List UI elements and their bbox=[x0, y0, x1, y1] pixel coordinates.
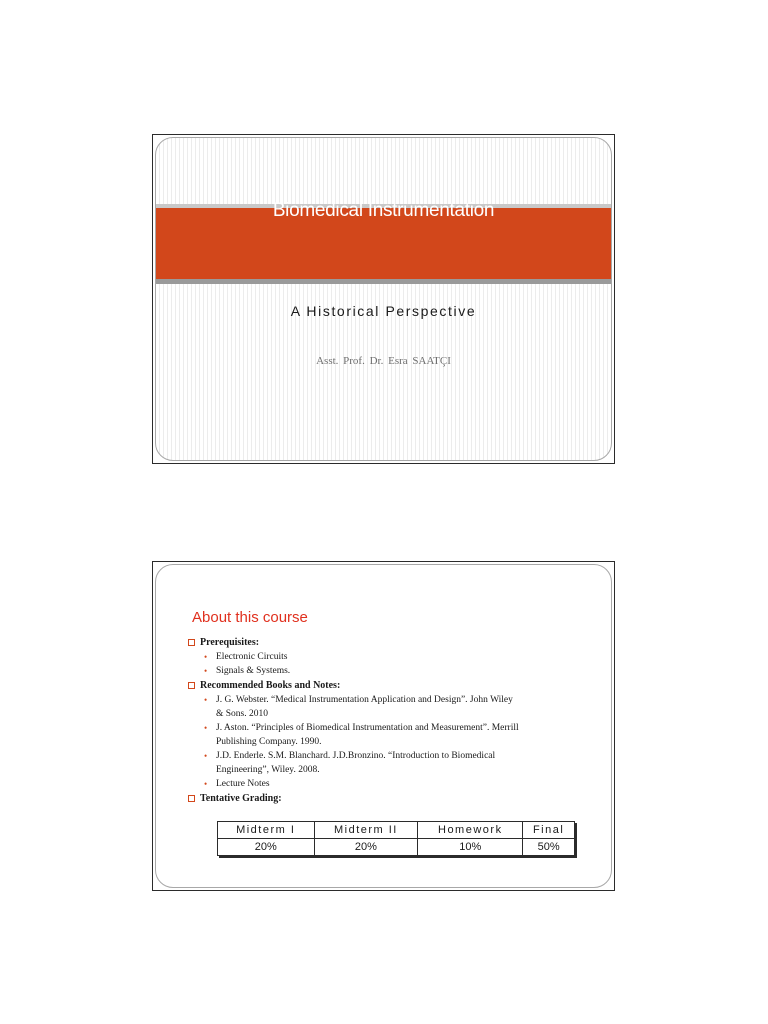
list-item: • Electronic Circuits bbox=[204, 652, 288, 662]
slide-2-content bbox=[155, 564, 612, 888]
section-prerequisites bbox=[188, 635, 593, 678]
grading-table bbox=[217, 821, 575, 856]
slide-title: Biomedical Instrumentation bbox=[272, 200, 495, 221]
table-header-cell: Final bbox=[523, 822, 575, 839]
list-item: • Lecture Notes bbox=[204, 779, 270, 789]
section-title: Tentative Grading: bbox=[200, 793, 282, 804]
slide-subtitle: A Historical Perspective bbox=[290, 303, 477, 319]
square-bullet-icon bbox=[188, 682, 195, 689]
table-cell: 10% bbox=[418, 839, 523, 856]
course-info bbox=[188, 635, 593, 806]
section-title: Recommended Books and Notes: bbox=[200, 680, 341, 691]
table-header-cell: Homework bbox=[418, 822, 523, 839]
table-cell: 50% bbox=[523, 839, 575, 856]
table-header-cell: Midterm II bbox=[314, 822, 418, 839]
title-band-bottom-rule bbox=[156, 279, 611, 284]
bullet-dot-icon: • bbox=[204, 779, 208, 789]
slide-1-content bbox=[155, 137, 612, 461]
section-grading bbox=[188, 791, 593, 806]
bullet-dot-icon: • bbox=[204, 723, 208, 733]
list-item: • Signals & Systems. bbox=[204, 666, 291, 676]
table-header-cell: Midterm I bbox=[218, 822, 315, 839]
bullet-dot-icon: • bbox=[204, 695, 208, 705]
bullet-dot-icon: • bbox=[204, 751, 208, 761]
list-item: • J.D. Enderle. S.M. Blanchard. J.D.Bronzino. “Introduction to Biomedical Engineering”, Wiley. 2008. bbox=[204, 751, 496, 775]
slide-2 bbox=[152, 561, 615, 891]
square-bullet-icon bbox=[188, 639, 195, 646]
slide-heading: About this course bbox=[192, 609, 308, 626]
author-line: Asst. Prof. Dr. Esra SAATÇI bbox=[316, 355, 451, 367]
slide-1 bbox=[152, 134, 615, 464]
list-item: • J. Aston. “Principles of Biomedical Instrumentation and Measurement”. Merrill Publishing Company. 1990. bbox=[204, 723, 519, 747]
bullet-dot-icon: • bbox=[204, 652, 208, 662]
list-item: • J. G. Webster. “Medical Instrumentation Application and Design”. John Wiley & Sons. 2010 bbox=[204, 695, 513, 719]
square-bullet-icon bbox=[188, 795, 195, 802]
table-header-row bbox=[218, 822, 575, 839]
section-books bbox=[188, 678, 593, 791]
table-row bbox=[218, 839, 575, 856]
table-cell: 20% bbox=[314, 839, 418, 856]
section-title: Prerequisites: bbox=[200, 637, 260, 648]
table-cell: 20% bbox=[218, 839, 315, 856]
bullet-dot-icon: • bbox=[204, 666, 208, 676]
